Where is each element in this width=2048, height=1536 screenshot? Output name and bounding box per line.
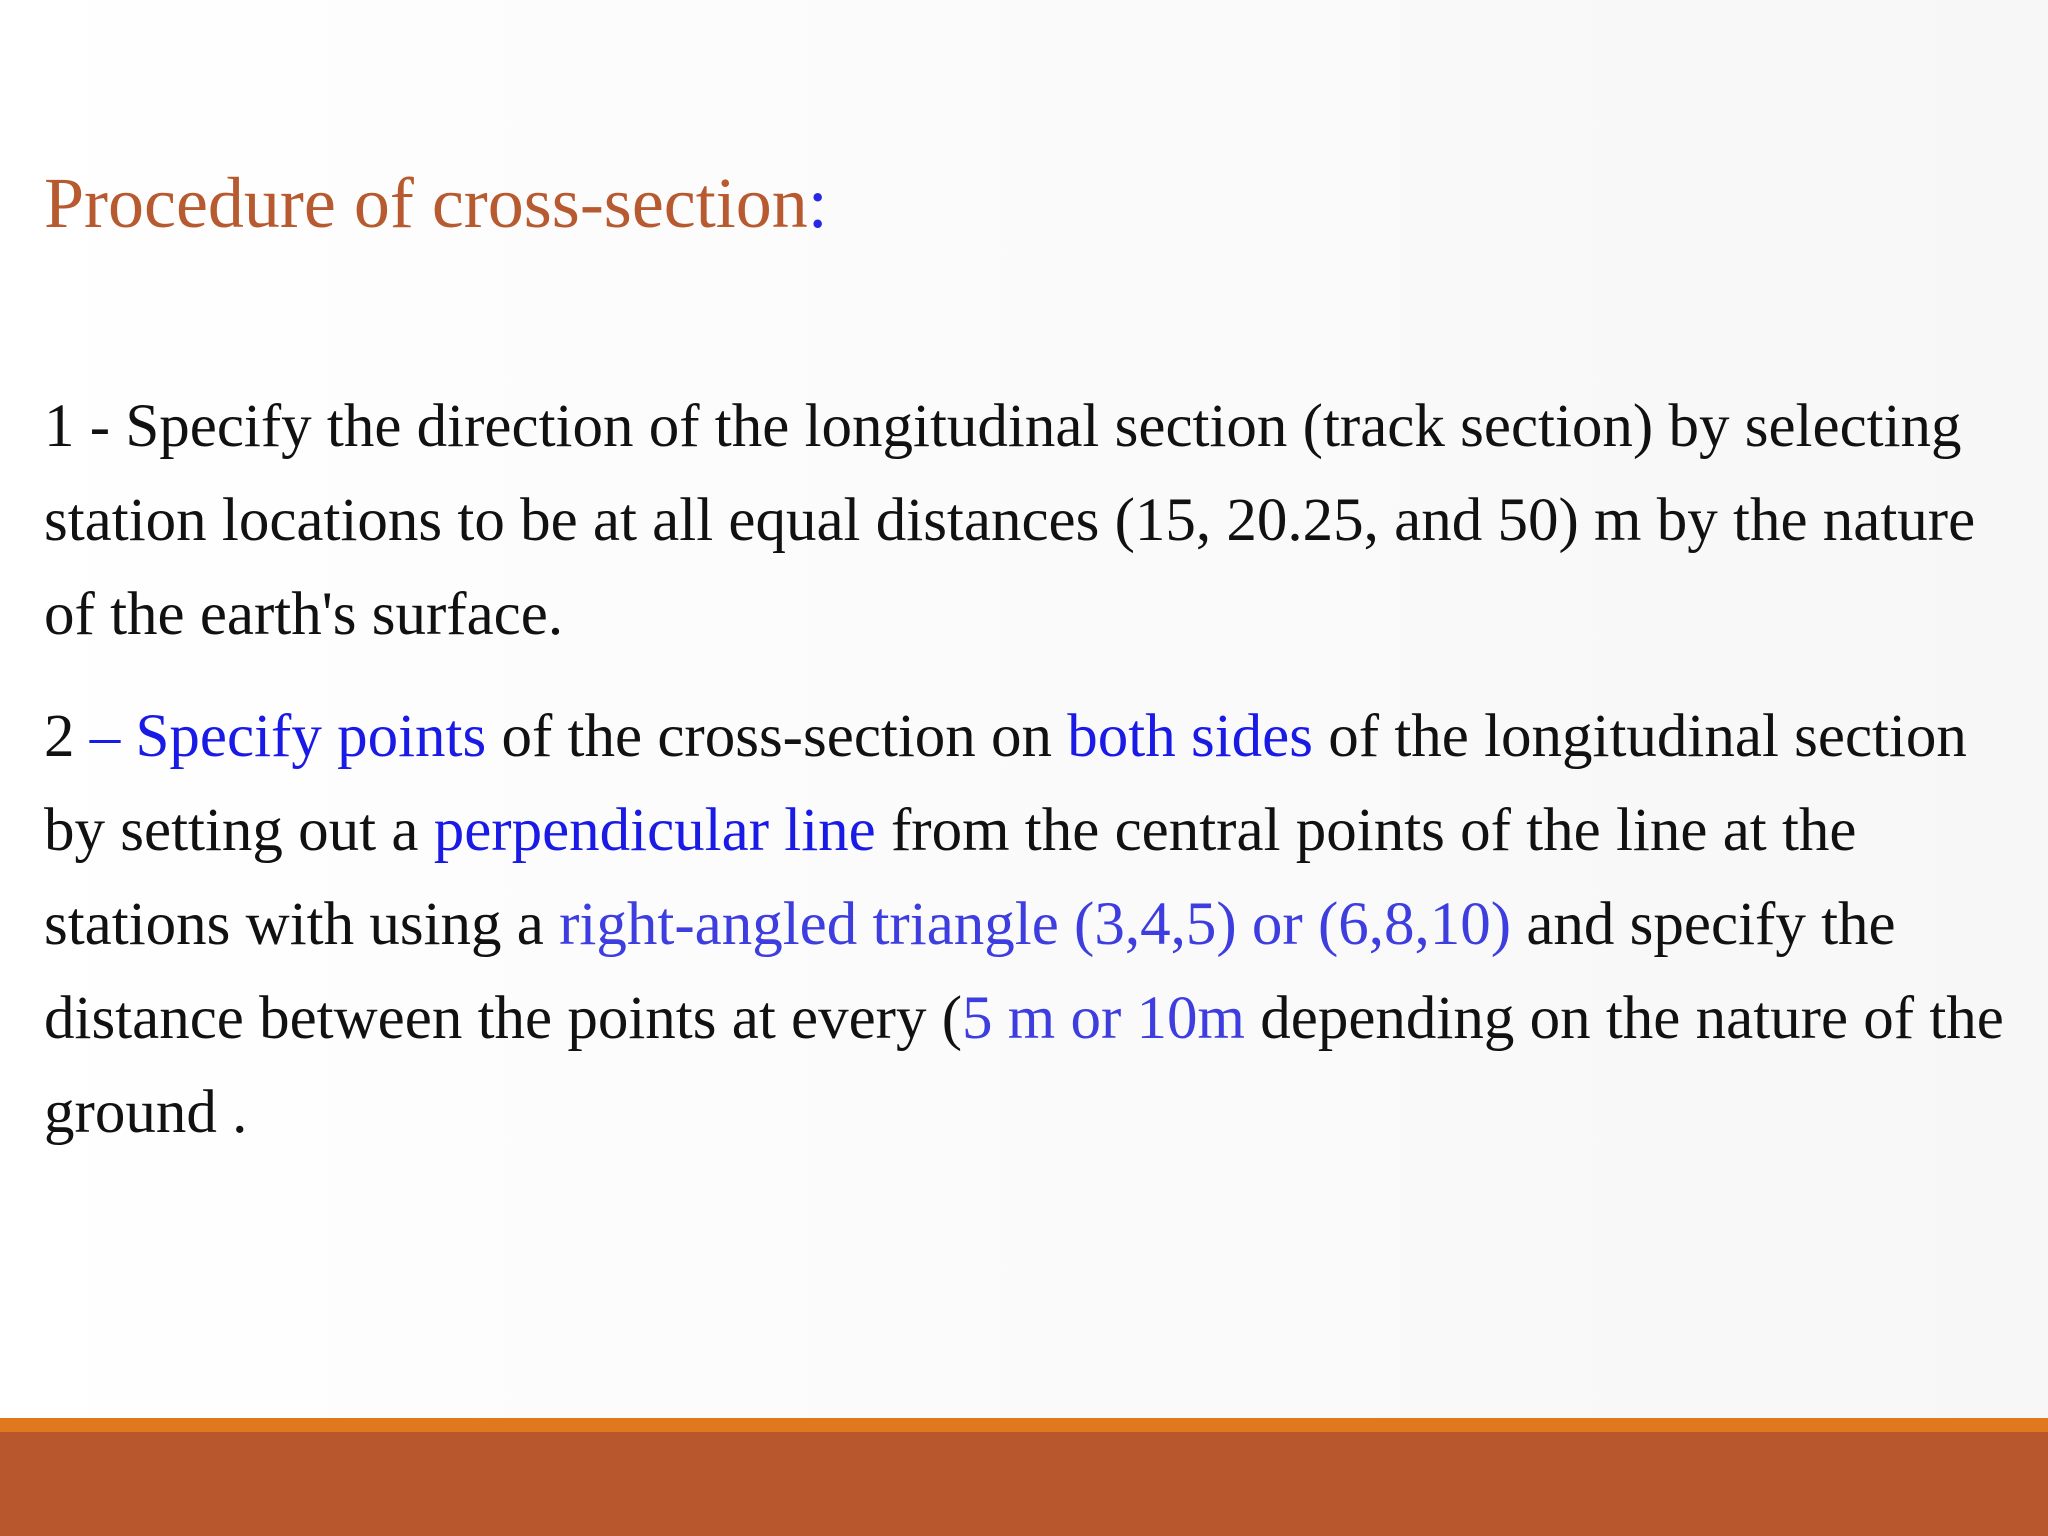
slide-title — [44, 158, 828, 248]
paragraph-1: 1 - Specify the direction of the longitudinal section (track section) by selecting station locations to be at all equal distances (15, 20.25, and 50) m by the nature of the earth's surface. — [44, 393, 1976, 648]
highlight-both-sides: both sides — [1067, 703, 1313, 770]
highlight-right-angled-triangle: right-angled triangle (3,4,5) or (6,8,10) — [559, 891, 1512, 958]
slide-body — [44, 380, 2024, 1160]
footer-accent-line — [0, 1418, 2048, 1432]
highlight-perpendicular-line: perpendicular line — [433, 797, 876, 864]
highlight-specify-points: – Specify points — [89, 703, 487, 770]
highlight-distance-values: 5 m or 10m — [962, 985, 1246, 1052]
paragraph-2-text: from the central points of the line at the stations with using a — [44, 797, 1857, 958]
slide-title-colon: : — [807, 163, 828, 243]
paragraph-2 — [44, 690, 2024, 1160]
paragraph-2-text: depending on the nature of the ground . — [44, 985, 2004, 1146]
paragraph-2-text: of the cross-section on — [486, 703, 1068, 770]
paragraph-2-text: and specify the distance between the points at every ( — [44, 891, 1896, 1052]
slide-title-text: Procedure of cross-section — [44, 163, 808, 243]
paragraph-2-number: 2 — [44, 703, 90, 770]
paragraph-2-text: of the longitudinal section by setting out a — [44, 703, 1967, 864]
footer-band — [0, 1432, 2048, 1536]
